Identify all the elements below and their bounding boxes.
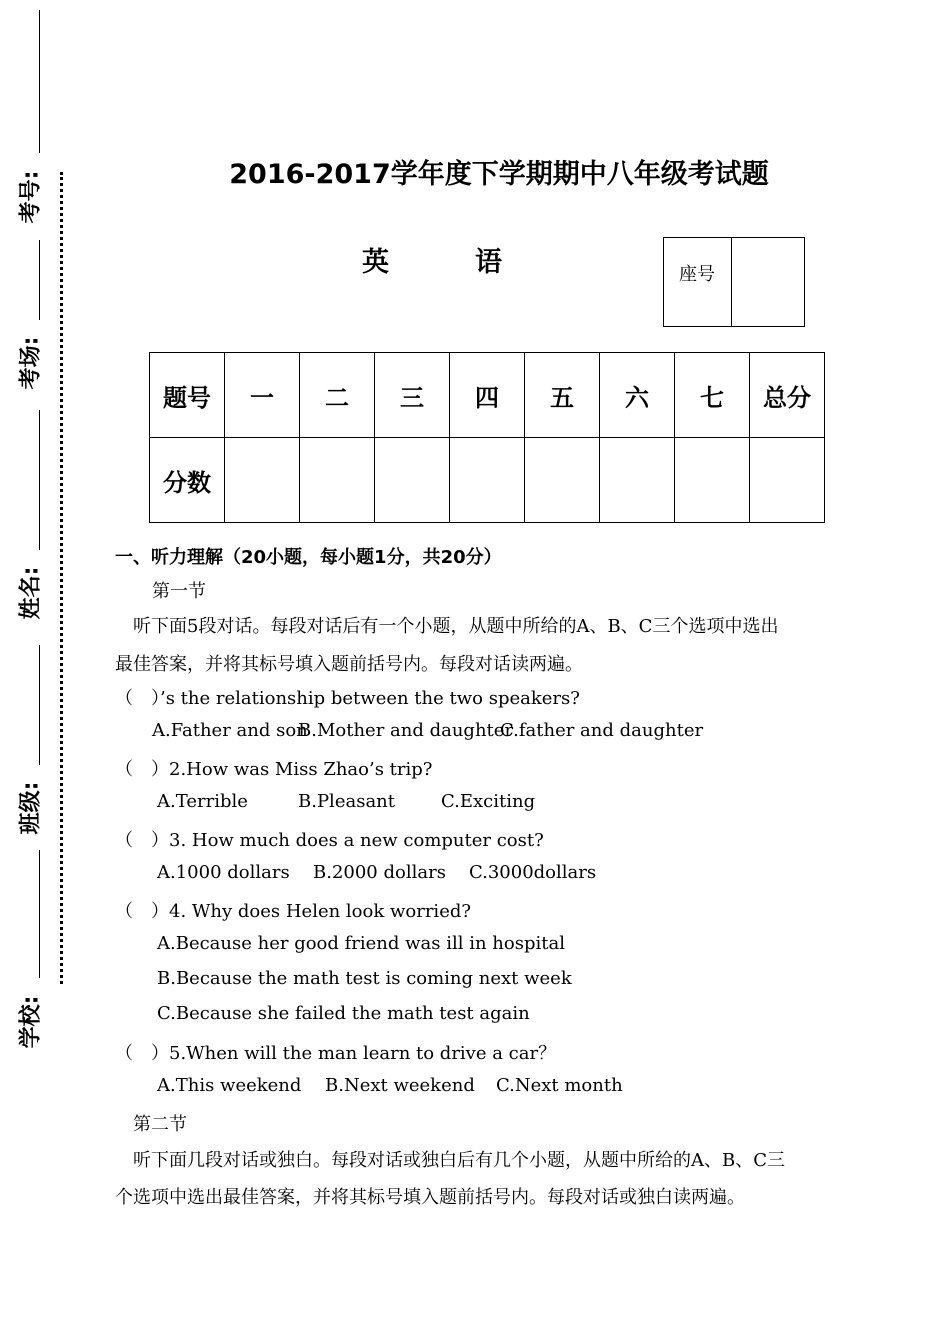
option-a: A.Terrible bbox=[157, 791, 248, 812]
binding-line bbox=[39, 240, 40, 320]
section-heading: 一、听力理解（20小题，每小题1分，共20分） bbox=[115, 547, 502, 568]
question: （ ）2.How was Miss Zhao’s trip? bbox=[115, 759, 433, 780]
binding-line bbox=[39, 10, 40, 153]
option-c: C.Exciting bbox=[441, 791, 536, 812]
table-row bbox=[150, 353, 825, 438]
table-cell: 一 bbox=[225, 353, 300, 438]
seat-divider bbox=[731, 238, 732, 326]
option-c: C.Because she failed the math test again bbox=[157, 1003, 530, 1024]
exam-number-label: 考号: bbox=[18, 170, 44, 224]
part-heading: 第二节 bbox=[133, 1114, 187, 1135]
option-b: B.Pleasant bbox=[298, 791, 395, 812]
table-cell: 六 bbox=[600, 353, 675, 438]
table-cell: 五 bbox=[525, 353, 600, 438]
score-entry-cell bbox=[525, 438, 600, 523]
instruction-text: 最佳答案，并将其标号填入题前括号内。每段对话读两遍。 bbox=[115, 654, 583, 675]
name-label: 姓名: bbox=[18, 566, 44, 620]
table-cell: 七 bbox=[675, 353, 750, 438]
option-b: B.Because the math test is coming next week bbox=[157, 968, 572, 989]
option-b: B.Mother and daughter bbox=[298, 720, 514, 741]
exam-title: 2016-2017学年度下学期期中八年级考试题 bbox=[229, 159, 769, 190]
binding-line bbox=[39, 645, 40, 765]
question: （ ）3. How much does a new computer cost? bbox=[115, 830, 544, 851]
answer-options bbox=[157, 862, 596, 883]
option-b: B.Next weekend bbox=[325, 1075, 475, 1096]
question: （ ）5.When will the man learn to drive a car？ bbox=[115, 1043, 557, 1064]
option-a: A.1000 dollars bbox=[157, 862, 290, 883]
table-cell: 分数 bbox=[150, 438, 225, 523]
instruction-text: 个选项中选出最佳答案，并将其标号填入题前括号内。每段对话或独白读两遍。 bbox=[115, 1187, 745, 1208]
option-a: A.Father and son bbox=[152, 720, 308, 741]
question: （ ）4. Why does Helen look worried? bbox=[115, 901, 472, 922]
score-entry-cell bbox=[675, 438, 750, 523]
subject-char-1: 英 bbox=[362, 247, 389, 278]
seat-label: 座号 bbox=[679, 264, 715, 285]
question: （ ）’s the relationship between the two speakers? bbox=[115, 688, 580, 709]
binding-line bbox=[39, 850, 40, 978]
instruction-text: 听下面5段对话。每段对话后有一个小题，从题中所给的A、B、C三个选项中选出 bbox=[133, 616, 779, 637]
exam-room-label: 考场: bbox=[18, 336, 44, 390]
score-entry-cell bbox=[300, 438, 375, 523]
table-cell: 题号 bbox=[150, 353, 225, 438]
option-c: C.Next month bbox=[496, 1075, 623, 1096]
table-cell: 四 bbox=[450, 353, 525, 438]
table-row bbox=[150, 438, 825, 523]
binding-dotted-line bbox=[60, 172, 63, 984]
table-cell: 二 bbox=[300, 353, 375, 438]
score-entry-cell bbox=[450, 438, 525, 523]
binding-line bbox=[39, 410, 40, 550]
answer-options bbox=[157, 1075, 623, 1096]
score-entry-cell bbox=[225, 438, 300, 523]
score-entry-cell bbox=[375, 438, 450, 523]
class-label: 班级: bbox=[18, 781, 44, 835]
answer-options bbox=[157, 791, 535, 812]
score-entry-cell bbox=[600, 438, 675, 523]
option-c: C.father and daughter bbox=[500, 720, 704, 741]
option-a: A.Because her good friend was ill in hospital bbox=[157, 933, 565, 954]
option-c: C.3000dollars bbox=[469, 862, 597, 883]
part-heading: 第一节 bbox=[152, 581, 206, 602]
school-label: 学校: bbox=[18, 995, 44, 1049]
subject-char-2: 语 bbox=[475, 247, 502, 278]
option-a: A.This weekend bbox=[157, 1075, 302, 1096]
score-table bbox=[149, 352, 825, 523]
subject-title bbox=[362, 240, 502, 279]
option-b: B.2000 dollars bbox=[313, 862, 446, 883]
answer-options bbox=[152, 720, 703, 741]
instruction-text: 听下面几段对话或独白。每段对话或独白后有几个小题，从题中所给的A、B、C三 bbox=[133, 1150, 785, 1171]
table-cell: 总分 bbox=[750, 353, 825, 438]
score-entry-cell bbox=[750, 438, 825, 523]
seat-number-box bbox=[663, 237, 805, 327]
table-cell: 三 bbox=[375, 353, 450, 438]
